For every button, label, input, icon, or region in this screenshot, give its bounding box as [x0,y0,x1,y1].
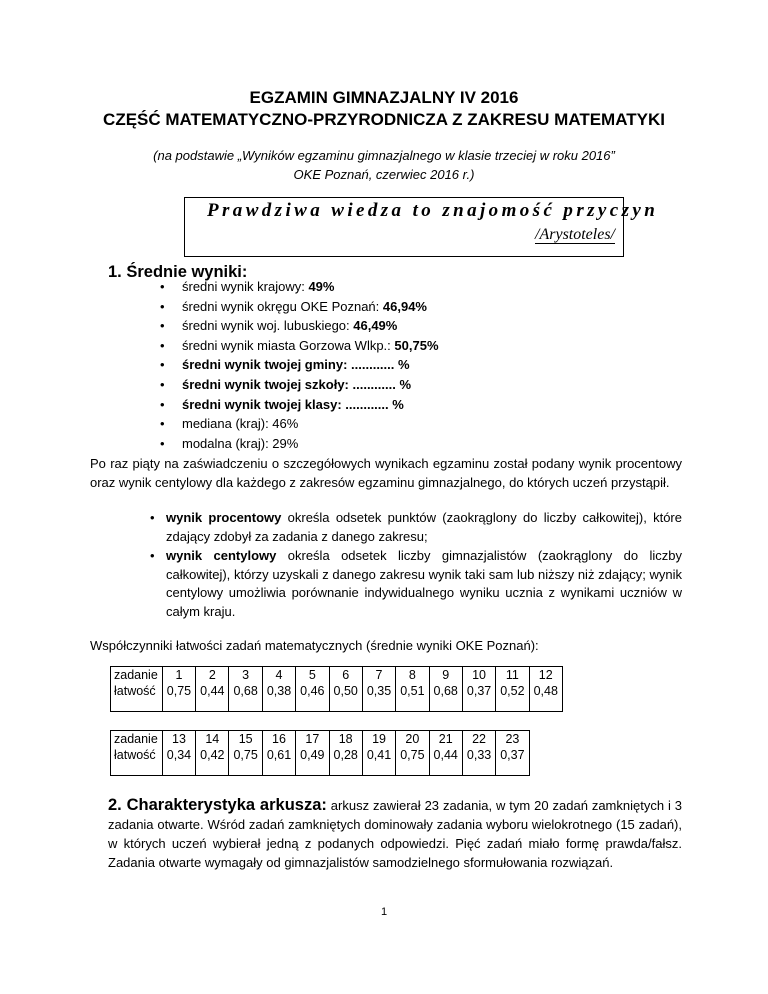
definition-centile: • wynik centylowy określa odsetek liczby gimnazjalistów (zaokrąglony do liczby całkowitej), którzy uzyskali z danego zakresu wynik taki sam lub niższy niż zdający; wynik centylowy umożliwia porównanie indywidualnego wyniku ucznia z wynikami uczniów w całym kraju. [150,548,682,619]
bullet-icon: • [150,548,155,563]
task-number: 7 [375,668,383,682]
document-title-line-1: EGZAMIN GIMNAZJALNY IV 2016 [249,88,519,107]
ease-value: 0,38 [266,684,292,698]
task-label: zadanie [114,732,158,746]
list-item: • średni wynik twojej gminy: ............ % [160,355,439,375]
task-label: zadanie [114,668,158,682]
task-number: 20 [405,732,420,746]
ease-value: 0,68 [233,684,258,698]
ease-value: 0,61 [266,748,292,762]
source-note-line-1: (na podstawie „Wyników egzaminu gimnazjalnego w klasie trzeciej w roku 2016” [153,148,615,163]
ease-value: 0,50 [333,684,358,698]
ease-value: 0,33 [466,748,492,762]
ease-value: 0,49 [300,748,325,762]
task-number: 3 [242,668,250,682]
page-number: 1 [380,906,388,918]
ease-value: 0,68 [433,684,458,698]
list-item: • mediana (kraj): 46% [160,414,439,434]
table-cell [162,731,195,776]
task-number: 21 [438,732,453,746]
task-number: 14 [205,732,220,746]
task-number: 12 [538,668,553,682]
table-cell [496,731,529,776]
intro-paragraph: Po raz piąty na zaświadczeniu o szczegółowych wynikach egzaminu został podany wynik procentowy oraz wynik centylowy dla każdego z zakresów egzaminu gimnazjalnego, do których uczeń przystąpił. [90,456,682,490]
ease-value: 0,75 [400,748,425,762]
quote-box [184,197,659,257]
task-number: 15 [238,732,253,746]
table-cell [496,667,529,712]
average-results-list [160,277,439,453]
table-cell [229,667,262,712]
task-number: 13 [172,732,186,746]
table-cell [196,731,229,776]
section-2-heading: 2. Charakterystyka arkusza: [108,796,327,814]
definition-percent: • wynik procentowy określa odsetek punktów (zaokrąglony do liczby całkowitej), które zdający zdobył za zadania z danego zakresu; [150,510,682,544]
row-labels [111,667,163,712]
table-cell [262,731,295,776]
list-item: • modalna (kraj): 29% [160,434,439,454]
table-cell [329,731,362,776]
table-cell [296,667,329,712]
table-cell [362,731,395,776]
table-cell [229,731,262,776]
table-cell [262,667,295,712]
table-cell [396,667,429,712]
ease-value: 0,51 [400,684,425,698]
ease-value: 0,46 [300,684,325,698]
list-item: • średni wynik twojej szkoły: ............ % [160,375,439,395]
bullet-icon: • [150,510,155,525]
task-number: 5 [308,668,316,682]
task-number: 6 [342,668,350,682]
ease-label: łatwość [114,684,156,698]
task-number: 8 [408,668,416,682]
section-2 [108,796,682,872]
row-labels [111,731,163,776]
document-title-line-2: CZĘŚĆ MATEMATYCZNO-PRZYRODNICZA Z ZAKRESU MATEMATYKI [103,110,665,129]
ease-value: 0,37 [466,684,492,698]
ease-value: 0,42 [200,748,225,762]
list-item: • średni wynik woj. lubuskiego: 46,49% [160,316,439,336]
task-number: 11 [505,668,519,682]
quote-author: /Arystoteles/ [535,226,615,243]
ease-value: 0,34 [166,748,192,762]
task-number: 23 [505,732,520,746]
table-cell [396,731,429,776]
task-number: 18 [338,732,353,746]
table-cell [429,667,462,712]
list-item: • średni wynik twojej klasy: ............ % [160,395,439,415]
ease-caption: Współczynniki łatwości zadań matematycznych (średnie wyniki OKE Poznań): [90,638,539,653]
task-number: 9 [442,668,450,682]
section-2-text: arkusz zawierał 23 zadania, w tym 20 zadań zamkniętych i 3 zadania otwarte. Wśród zadań zamkniętych dominowały zadania wyboru wielokrotnego (15 zadań), w których uczeń wybierał jedną z podanych odpowiedzi. Pięć zadań miało formę prawda/fałsz. Zadania otwarte wymagały od gimnazjalistów samodzielnego sformułowania rozwiązań. [108,798,683,870]
table-cell [296,731,329,776]
table-cell [462,667,495,712]
task-number: 16 [272,732,286,746]
ease-value: 0,28 [333,748,358,762]
quote-text: Prawdziwa wiedza to znajomość przyczyn [207,200,659,221]
list-item: • średni wynik miasta Gorzowa Wlkp.: 50,75% [160,336,439,356]
task-number: 19 [372,732,386,746]
ease-label: łatwość [114,748,156,762]
table-cell [329,667,362,712]
section-1-heading: 1. Średnie wyniki: [108,263,248,281]
list-item: • średni wynik krajowy: 49% [160,277,439,297]
ease-value: 0,44 [200,684,225,698]
ease-value: 0,52 [500,684,525,698]
list-item: • średni wynik okręgu OKE Poznań: 46,94% [160,297,439,317]
task-number: 17 [305,732,320,746]
ease-table-2 [110,730,530,776]
ease-value: 0,44 [433,748,458,762]
table-cell [162,667,195,712]
task-number: 10 [472,668,487,682]
table-cell [529,667,562,712]
ease-value: 0,75 [166,684,192,698]
table-cell [362,667,395,712]
table-cell [462,731,495,776]
ease-value: 0,37 [500,748,525,762]
task-number: 1 [175,668,183,682]
ease-table-1 [110,666,563,712]
task-number: 2 [208,668,216,682]
source-note-line-2: OKE Poznań, czerwiec 2016 r.) [293,167,475,182]
ease-value: 0,35 [366,684,392,698]
ease-value: 0,48 [533,684,558,698]
task-number: 22 [472,732,487,746]
table-cell [429,731,462,776]
ease-value: 0,75 [233,748,258,762]
task-number: 4 [275,668,283,682]
ease-value: 0,41 [366,748,392,762]
table-cell [196,667,229,712]
